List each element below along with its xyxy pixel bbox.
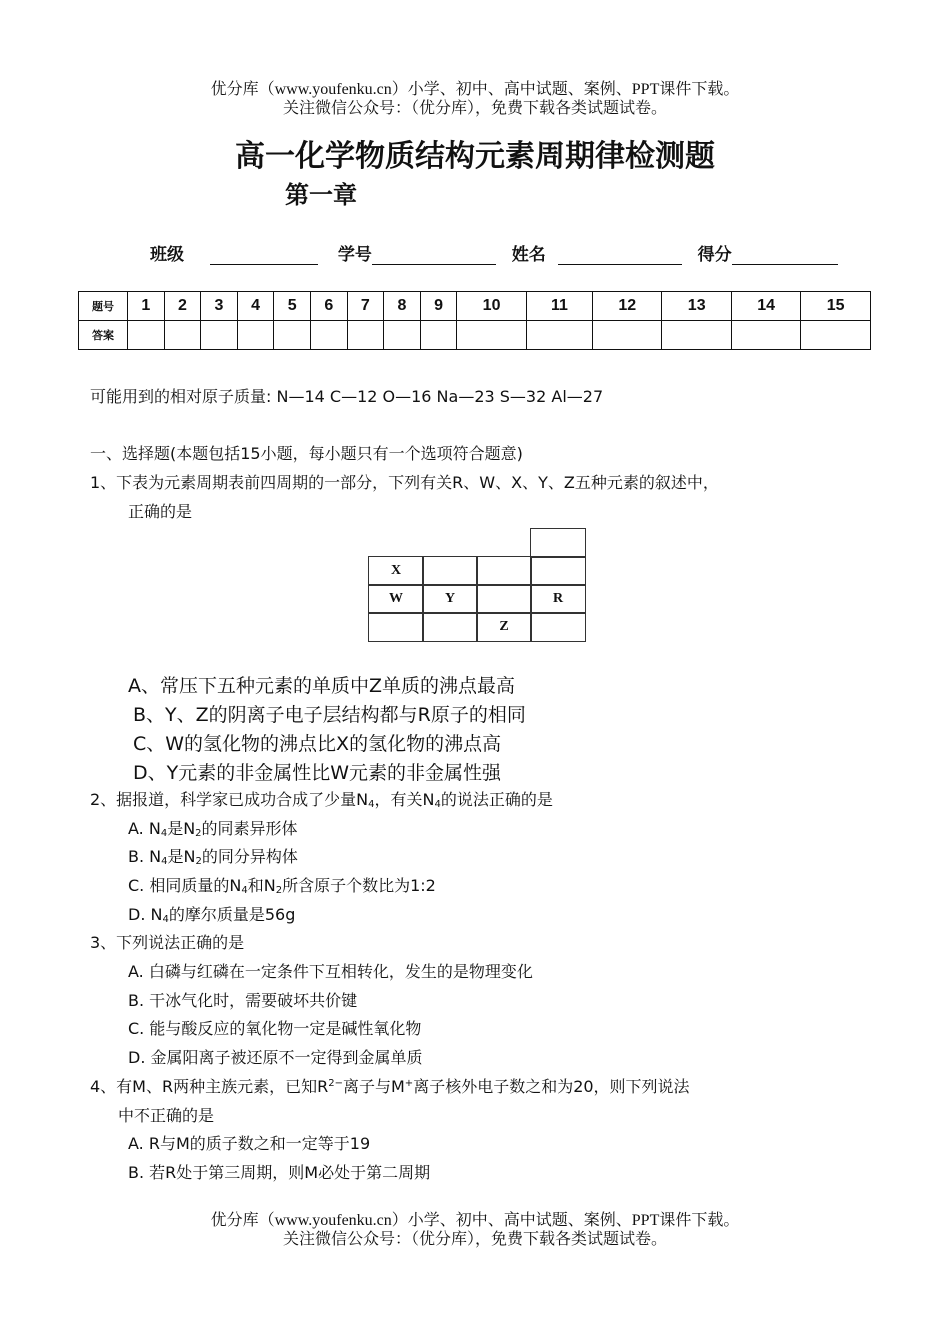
answer-row-label: 答案 [79, 321, 128, 350]
answer-table-answer-row [79, 321, 871, 350]
question-number: 10 [457, 292, 526, 321]
q4-option-a: A. R与M的质子数之和一定等于19 [128, 1134, 371, 1153]
header-line-2: 关注微信公众号：（优分库），免费下载各类试题试卷。 [282, 100, 667, 117]
question-number: 11 [526, 292, 592, 321]
question-number: 7 [347, 292, 384, 321]
ptable-cell-x: X [368, 556, 424, 586]
ptable-cell-y: Y [422, 584, 478, 614]
page-title: 高一化学物质结构元素周期律检测题 [235, 139, 715, 174]
answer-cell[interactable] [201, 321, 238, 350]
q2-stem-sub: 4 [434, 799, 441, 810]
q3-option-b: B. 干冰气化时，需要破坏共价键 [128, 991, 358, 1010]
answer-cell[interactable] [237, 321, 274, 350]
q3-option-d: D. 金属阳离子被还原不一定得到金属单质 [128, 1048, 423, 1067]
answer-cell[interactable] [662, 321, 731, 350]
q3-option-c: C. 能与酸反应的氧化物一定是碱性氧化物 [128, 1019, 422, 1038]
q2-stem-sub: 4 [368, 799, 375, 810]
answer-cell[interactable] [593, 321, 662, 350]
answer-cell[interactable] [526, 321, 592, 350]
student-info-row [150, 240, 838, 265]
number-blank[interactable] [372, 248, 496, 265]
question-number: 8 [384, 292, 421, 321]
answer-cell[interactable] [420, 321, 457, 350]
ptable-cell [422, 556, 478, 586]
name-label: 姓名 [511, 245, 546, 265]
q2-option-c: C. 相同质量的$N_4$和$N_2$所含原子个数比为1:2 [128, 876, 436, 896]
section-heading: 一、选择题(本题包括15小题，每小题只有一个选项符合题意) [90, 444, 523, 463]
q1-option-a: A、常压下五种元素的单质中Z单质的沸点最高 [128, 675, 516, 697]
question-number: 15 [801, 292, 871, 321]
ptable-cell [530, 528, 586, 558]
q2-stem-text: 的说法正确的是 [440, 790, 553, 809]
answer-cell[interactable] [128, 321, 165, 350]
question-number: 4 [237, 292, 274, 321]
q1-stem-cont: 正确的是 [128, 502, 193, 521]
question-number: 3 [201, 292, 238, 321]
q2-option-a: A. $N_4$是$N_2$的同素异形体 [128, 819, 298, 839]
footer-line-1: 优分库（www.youfenku.cn）小学、初中、高中试题、案例、PPT课件下载。 [210, 1212, 740, 1229]
question-number: 6 [310, 292, 347, 321]
q4-stem-cont: 中不正确的是 [118, 1106, 215, 1125]
question-number: 2 [164, 292, 201, 321]
ptable-cell [530, 556, 586, 586]
ptable-cell [530, 612, 586, 642]
question-number: 14 [731, 292, 800, 321]
q1-option-d: D、Y元素的非金属性比W元素的非金属性强 [133, 762, 502, 784]
answer-cell[interactable] [274, 321, 311, 350]
q2-option-d: D. $N_4$的摩尔质量是56g [128, 905, 296, 925]
answer-cell[interactable] [801, 321, 871, 350]
score-label: 得分 [697, 245, 732, 265]
answer-cell[interactable] [347, 321, 384, 350]
ptable-cell [476, 584, 532, 614]
footer-line-2: 关注微信公众号：（优分库），免费下载各类试题试卷。 [282, 1231, 667, 1248]
ptable-cell-w: W [368, 584, 424, 614]
ptable-cell-z: Z [476, 612, 532, 642]
chapter-label: 第一章 [285, 181, 357, 209]
q4-stem: 4、有M、R两种主族元素，已知$R^{2-}$离子与M+离子核外电子数之和为20，则下列说法 [90, 1077, 690, 1096]
periodic-table-fragment [368, 528, 586, 644]
ptable-cell [368, 612, 424, 642]
q3-stem: 3、下列说法正确的是 [90, 933, 245, 952]
q1-stem: 1、下表为元素周期表前四周期的一部分，下列有关R、W、X、Y、Z五种元素的叙述中， [90, 473, 719, 492]
ptable-cell-r: R [530, 584, 586, 614]
q2-stem-text: ，有关N [374, 790, 435, 809]
question-number: 13 [662, 292, 731, 321]
header-line-1: 优分库（www.youfenku.cn）小学、初中、高中试题、案例、PPT课件下载。 [210, 81, 740, 98]
number-label: 学号 [337, 245, 372, 265]
ptable-cell [422, 612, 478, 642]
answer-cell[interactable] [384, 321, 421, 350]
ptable-cell [476, 556, 532, 586]
q1-option-b: B、Y、Z的阴离子电子层结构都与R原子的相同 [133, 704, 526, 726]
answer-table [78, 291, 871, 350]
name-blank[interactable] [558, 248, 682, 265]
q2-stem-text: 2、据报道，科学家已成功合成了少量N [90, 790, 369, 809]
answer-cell[interactable] [731, 321, 800, 350]
question-number: 12 [593, 292, 662, 321]
q2-option-b: B. $N_4$是$N_2$的同分异构体 [128, 847, 298, 867]
q3-option-a: A. 白磷与红磷在一定条件下互相转化，发生的是物理变化 [128, 962, 533, 981]
answer-cell[interactable] [457, 321, 526, 350]
atomic-masses: 可能用到的相对原子质量: N—14 C—12 O—16 Na—23 S—32 Al—27 [90, 387, 604, 406]
number-row-label: 题号 [79, 292, 128, 321]
q4-option-b: B. 若R处于第三周期，则M必处于第二周期 [128, 1163, 431, 1182]
score-blank[interactable] [732, 248, 838, 265]
question-number: 9 [420, 292, 457, 321]
answer-cell[interactable] [164, 321, 201, 350]
answer-cell[interactable] [310, 321, 347, 350]
question-number: 5 [274, 292, 311, 321]
answer-table-number-row [79, 292, 871, 321]
class-blank[interactable] [210, 248, 318, 265]
q2-stem [90, 787, 553, 810]
q1-option-c: C、W的氢化物的沸点比X的氢化物的沸点高 [133, 733, 502, 755]
question-number: 1 [128, 292, 165, 321]
class-label: 班级 [150, 245, 184, 265]
